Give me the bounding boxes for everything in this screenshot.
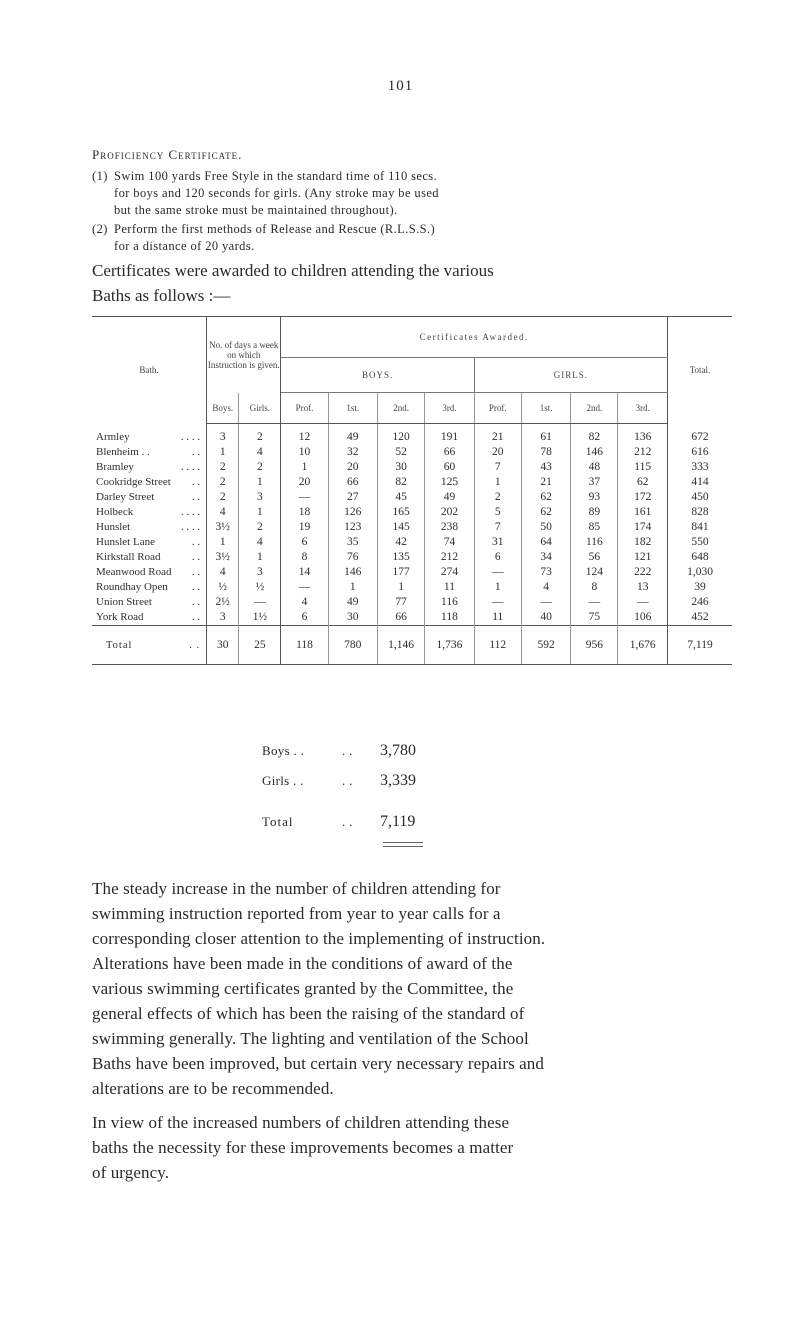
summary-total-label: Total . . xyxy=(262,814,353,829)
bath-name: . . . . Armley xyxy=(92,424,207,446)
cell-b-2: 177 xyxy=(378,565,425,580)
bath-name: . . Roundhay Open xyxy=(92,580,207,595)
cell-b-2: 135 xyxy=(378,550,425,565)
cell-total: 828 xyxy=(691,506,709,518)
header-bath: Bath. xyxy=(92,317,207,424)
totals-girls-3rd: 1,676 xyxy=(618,626,668,665)
header-boys: BOYS. xyxy=(281,358,474,393)
cell-g-2: 93 xyxy=(571,490,618,505)
intro-line: Baths as follows :— xyxy=(92,286,231,305)
cell-g-3: 136 xyxy=(618,424,668,446)
cell-b-prof: 20 xyxy=(281,475,328,490)
cell-b-3: 11 xyxy=(425,580,475,595)
cell-days-boys: 1 xyxy=(207,535,239,550)
paragraph-line: baths the necessity for these improvements becomes a matter xyxy=(92,1138,514,1157)
cell-g-2: — xyxy=(571,595,618,610)
cell-b-prof: — xyxy=(281,580,328,595)
cell-g-1: 21 xyxy=(521,475,571,490)
cell-total: 450 xyxy=(691,491,709,503)
cell-total: 1,030 xyxy=(687,566,713,578)
totals-girls-2nd: 956 xyxy=(571,626,618,665)
cell-b-prof: 4 xyxy=(281,595,328,610)
cell-g-prof: 1 xyxy=(474,580,521,595)
cell-g-2: 82 xyxy=(571,424,618,446)
summary-total xyxy=(262,813,415,831)
bath-name: . . York Road xyxy=(92,610,207,626)
table-row xyxy=(92,475,732,490)
totals-grand-total: 7,119 xyxy=(668,626,733,665)
cell-days-boys: 2 xyxy=(207,475,239,490)
bath-name: . . Cookridge Street xyxy=(92,475,207,490)
bath-name: . . Hunslet Lane xyxy=(92,535,207,550)
cell-days-boys: 3½ xyxy=(207,520,239,535)
cell-b-2: 45 xyxy=(378,490,425,505)
cell-g-2: 48 xyxy=(571,460,618,475)
cell-days-boys: 1 xyxy=(207,445,239,460)
cell-g-3: 212 xyxy=(618,445,668,460)
cell-days-girls: 2 xyxy=(239,460,281,475)
table-row xyxy=(92,424,732,446)
requirement-text: for a distance of 20 yards. xyxy=(114,239,255,253)
cell-b-1: 35 xyxy=(328,535,378,550)
cell-g-1: 40 xyxy=(521,610,571,626)
paragraph-line: of urgency. xyxy=(92,1163,170,1182)
cell-days-boys: 4 xyxy=(207,565,239,580)
cell-days-girls: 4 xyxy=(239,535,281,550)
requirement-text: for boys and 120 seconds for girls. (Any stroke may be used xyxy=(114,186,439,200)
header-girls-3rd: 3rd. xyxy=(618,393,668,424)
cell-g-3: 121 xyxy=(618,550,668,565)
table-row xyxy=(92,490,732,505)
cell-g-prof: 2 xyxy=(474,490,521,505)
cell-b-2: 120 xyxy=(378,424,425,446)
cell-days-boys: 4 xyxy=(207,505,239,520)
cell-g-1: — xyxy=(521,595,571,610)
cell-days-girls: — xyxy=(239,595,281,610)
cell-g-1: 50 xyxy=(521,520,571,535)
header-total: Total. xyxy=(668,317,733,424)
paragraph-line: Alterations have been made in the conditions of award of the xyxy=(92,954,513,973)
bath-name: . . . . Bramley xyxy=(92,460,207,475)
cell-total: 39 xyxy=(694,581,706,593)
cell-g-2: 116 xyxy=(571,535,618,550)
cell-g-1: 62 xyxy=(521,505,571,520)
cell-b-prof: 10 xyxy=(281,445,328,460)
table-row xyxy=(92,595,732,610)
cell-b-prof: 14 xyxy=(281,565,328,580)
cell-days-girls: 2 xyxy=(239,424,281,446)
summary-girls-value: 3,339 xyxy=(380,772,416,789)
header-boys-prof: Prof. xyxy=(281,393,328,424)
cell-b-3: 66 xyxy=(425,445,475,460)
table-row xyxy=(92,580,732,595)
cell-g-prof: — xyxy=(474,565,521,580)
totals-boys-1st: 780 xyxy=(328,626,378,665)
cell-total: 672 xyxy=(691,430,709,443)
cell-g-prof: 20 xyxy=(474,445,521,460)
cell-g-prof: — xyxy=(474,595,521,610)
header-girls-2nd: 2nd. xyxy=(571,393,618,424)
cell-total: 414 xyxy=(691,476,709,488)
cell-b-1: 30 xyxy=(328,610,378,626)
cell-b-1: 32 xyxy=(328,445,378,460)
paragraph-line: swimming instruction reported from year to year calls for a xyxy=(92,904,501,923)
header-girls: GIRLS. xyxy=(474,358,667,393)
bath-name: . . . . Hunslet xyxy=(92,520,207,535)
table-row xyxy=(92,445,732,460)
requirement-number: (2) xyxy=(92,222,108,236)
cell-b-prof: 12 xyxy=(281,424,328,446)
paragraph-line: various swimming certificates granted by the Committee, the xyxy=(92,979,514,998)
cell-g-prof: 21 xyxy=(474,424,521,446)
bath-name: . . . . Holbeck xyxy=(92,505,207,520)
cell-g-1: 64 xyxy=(521,535,571,550)
cell-b-2: 1 xyxy=(378,580,425,595)
cell-days-boys: 2 xyxy=(207,490,239,505)
summary-boys xyxy=(262,742,416,760)
table-row xyxy=(92,520,732,535)
requirement-number: (1) xyxy=(92,169,108,183)
requirement-text: but the same stroke must be maintained throughout). xyxy=(114,203,398,217)
cell-b-2: 82 xyxy=(378,475,425,490)
cell-g-1: 43 xyxy=(521,460,571,475)
cell-g-2: 56 xyxy=(571,550,618,565)
cell-g-1: 62 xyxy=(521,490,571,505)
cell-days-girls: 1 xyxy=(239,550,281,565)
cell-g-2: 89 xyxy=(571,505,618,520)
totals-days-boys: 30 xyxy=(207,626,239,665)
cell-total: 616 xyxy=(691,446,709,458)
bath-name: . . Union Street xyxy=(92,595,207,610)
cell-g-2: 146 xyxy=(571,445,618,460)
cell-g-3: 13 xyxy=(618,580,668,595)
header-boys-2nd: 2nd. xyxy=(378,393,425,424)
cell-g-prof: 1 xyxy=(474,475,521,490)
paragraph-line: corresponding closer attention to the implementing of instruction. xyxy=(92,929,546,948)
cell-g-1: 34 xyxy=(521,550,571,565)
cell-b-3: 202 xyxy=(425,505,475,520)
cell-g-3: 222 xyxy=(618,565,668,580)
cell-b-1: 66 xyxy=(328,475,378,490)
cell-g-1: 4 xyxy=(521,580,571,595)
section-heading: Proficiency Certificate. xyxy=(92,147,243,162)
header-days-boys: Boys. xyxy=(207,393,239,424)
cell-b-2: 77 xyxy=(378,595,425,610)
cell-g-2: 37 xyxy=(571,475,618,490)
cell-b-3: 238 xyxy=(425,520,475,535)
cell-b-2: 52 xyxy=(378,445,425,460)
cell-b-prof: 8 xyxy=(281,550,328,565)
cell-b-prof: 18 xyxy=(281,505,328,520)
table-body xyxy=(92,424,732,626)
header-days-girls: Girls. xyxy=(239,393,281,424)
cell-g-prof: 31 xyxy=(474,535,521,550)
cell-g-prof: 6 xyxy=(474,550,521,565)
cell-b-3: 49 xyxy=(425,490,475,505)
cell-g-prof: 11 xyxy=(474,610,521,626)
totals-boys-3rd: 1,736 xyxy=(425,626,475,665)
paragraph-2 xyxy=(92,1110,742,1185)
cell-b-2: 66 xyxy=(378,610,425,626)
cell-b-prof: 19 xyxy=(281,520,328,535)
cell-days-girls: ½ xyxy=(239,580,281,595)
cell-b-3: 274 xyxy=(425,565,475,580)
cell-g-prof: 7 xyxy=(474,460,521,475)
cell-total: 246 xyxy=(691,596,709,608)
cell-g-2: 124 xyxy=(571,565,618,580)
cell-b-1: 76 xyxy=(328,550,378,565)
cell-b-prof: — xyxy=(281,490,328,505)
cell-b-prof: 6 xyxy=(281,535,328,550)
totals-label: Total . . xyxy=(92,626,207,665)
paragraph-1 xyxy=(92,876,742,1101)
table-row xyxy=(92,565,732,580)
header-days: No. of days a week on which Instruction is given. xyxy=(207,317,281,393)
cell-days-girls: 1 xyxy=(239,505,281,520)
cell-g-3: 172 xyxy=(618,490,668,505)
cell-days-boys: 2½ xyxy=(207,595,239,610)
cell-days-girls: 3 xyxy=(239,490,281,505)
paragraph-line: The steady increase in the number of children attending for xyxy=(92,879,501,898)
cell-b-2: 145 xyxy=(378,520,425,535)
cell-g-3: 161 xyxy=(618,505,668,520)
certificates-table xyxy=(92,316,732,665)
cell-total: 452 xyxy=(691,611,709,623)
totals-girls-1st: 592 xyxy=(521,626,571,665)
cell-b-2: 30 xyxy=(378,460,425,475)
cell-b-1: 1 xyxy=(328,580,378,595)
cell-b-3: 212 xyxy=(425,550,475,565)
cell-g-1: 78 xyxy=(521,445,571,460)
intro-text xyxy=(92,258,732,308)
cell-g-3: 106 xyxy=(618,610,668,626)
cell-g-2: 85 xyxy=(571,520,618,535)
cell-total: 550 xyxy=(691,536,709,548)
cell-g-3: — xyxy=(618,595,668,610)
header-boys-3rd: 3rd. xyxy=(425,393,475,424)
cell-b-1: 49 xyxy=(328,595,378,610)
cell-b-3: 60 xyxy=(425,460,475,475)
table-row xyxy=(92,535,732,550)
header-boys-1st: 1st. xyxy=(328,393,378,424)
requirement-1 xyxy=(92,168,732,219)
table-row xyxy=(92,505,732,520)
cell-g-prof: 5 xyxy=(474,505,521,520)
requirement-text: Swim 100 yards Free Style in the standard time of 110 secs. xyxy=(114,169,438,183)
paragraph-line: general effects of which has been the raising of the standard of xyxy=(92,1004,525,1023)
double-rule xyxy=(383,842,423,847)
cell-days-girls: 1½ xyxy=(239,610,281,626)
table-row xyxy=(92,460,732,475)
summary-girls-label: Girls . . . . xyxy=(262,773,353,788)
summary-total-value: 7,119 xyxy=(380,813,416,830)
bath-name: . . Blenheim . . xyxy=(92,445,207,460)
header-certificates: Certificates Awarded. xyxy=(281,317,668,358)
cell-b-1: 49 xyxy=(328,424,378,446)
cell-days-girls: 3 xyxy=(239,565,281,580)
cell-days-boys: 3 xyxy=(207,424,239,446)
totals-days-girls: 25 xyxy=(239,626,281,665)
cell-g-3: 182 xyxy=(618,535,668,550)
cell-b-1: 126 xyxy=(328,505,378,520)
cell-b-3: 191 xyxy=(425,424,475,446)
cell-days-boys: 3½ xyxy=(207,550,239,565)
summary-girls xyxy=(262,772,416,790)
cell-g-1: 73 xyxy=(521,565,571,580)
summary-boys-label: Boys . . . . xyxy=(262,743,353,758)
cell-g-2: 75 xyxy=(571,610,618,626)
cell-b-1: 123 xyxy=(328,520,378,535)
page-number: 101 xyxy=(387,78,414,94)
paragraph-line: swimming generally. The lighting and ventilation of the School xyxy=(92,1029,529,1048)
cell-b-3: 116 xyxy=(425,595,475,610)
cell-days-boys: ½ xyxy=(207,580,239,595)
totals-boys-prof: 118 xyxy=(281,626,328,665)
intro-line: Certificates were awarded to children attending the various xyxy=(92,261,494,280)
bath-name: . . Darley Street xyxy=(92,490,207,505)
cell-g-prof: 7 xyxy=(474,520,521,535)
cell-b-1: 27 xyxy=(328,490,378,505)
totals-girls-prof: 112 xyxy=(474,626,521,665)
requirement-text: Perform the first methods of Release and Rescue (R.L.S.S.) xyxy=(114,222,436,236)
bath-name: . . Kirkstall Road xyxy=(92,550,207,565)
cell-b-prof: 6 xyxy=(281,610,328,626)
cell-g-3: 174 xyxy=(618,520,668,535)
cell-days-girls: 4 xyxy=(239,445,281,460)
cell-g-3: 115 xyxy=(618,460,668,475)
cell-g-1: 61 xyxy=(521,424,571,446)
cell-b-2: 42 xyxy=(378,535,425,550)
cell-b-2: 165 xyxy=(378,505,425,520)
summary-boys-value: 3,780 xyxy=(380,742,416,759)
cell-days-girls: 2 xyxy=(239,520,281,535)
cell-b-3: 74 xyxy=(425,535,475,550)
cell-total: 333 xyxy=(691,461,709,473)
cell-g-3: 62 xyxy=(618,475,668,490)
paragraph-line: alterations are to be recommended. xyxy=(92,1079,334,1098)
header-girls-prof: Prof. xyxy=(474,393,521,424)
bath-name: . . Meanwood Road xyxy=(92,565,207,580)
cell-b-prof: 1 xyxy=(281,460,328,475)
cell-g-2: 8 xyxy=(571,580,618,595)
cell-days-girls: 1 xyxy=(239,475,281,490)
cell-total: 648 xyxy=(691,551,709,563)
header-girls-1st: 1st. xyxy=(521,393,571,424)
cell-days-boys: 3 xyxy=(207,610,239,626)
cell-days-boys: 2 xyxy=(207,460,239,475)
totals-row xyxy=(92,626,732,665)
requirement-2 xyxy=(92,221,732,255)
cell-b-3: 125 xyxy=(425,475,475,490)
totals-boys-2nd: 1,146 xyxy=(378,626,425,665)
table-row xyxy=(92,610,732,626)
cell-b-1: 20 xyxy=(328,460,378,475)
cell-b-3: 118 xyxy=(425,610,475,626)
table-row xyxy=(92,550,732,565)
cell-b-1: 146 xyxy=(328,565,378,580)
paragraph-line: In view of the increased numbers of children attending these xyxy=(92,1113,510,1132)
paragraph-line: Baths have been improved, but certain very necessary repairs and xyxy=(92,1054,545,1073)
cell-total: 841 xyxy=(691,521,709,533)
